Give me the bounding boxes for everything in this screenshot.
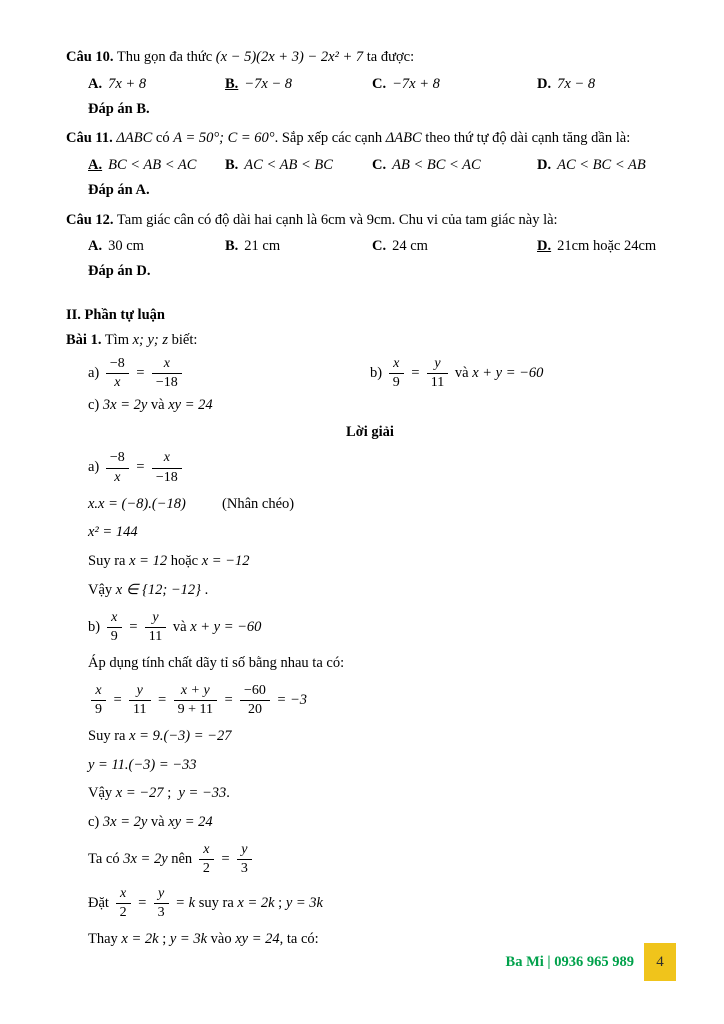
math-text: =	[131, 459, 149, 476]
math-text: x.x = (−8).(−18)	[88, 495, 186, 512]
math-text: =	[131, 364, 149, 381]
question-block-12	[66, 210, 674, 283]
option-d	[537, 155, 674, 177]
math-text: A = 50°; C = 60°	[173, 130, 275, 147]
math-text: 3x = 2y	[102, 396, 148, 413]
math-text: ΔABC	[116, 130, 153, 147]
text: Đặt	[88, 894, 113, 911]
option-label: D.	[537, 157, 552, 173]
text: c)	[88, 396, 103, 413]
option-a	[88, 236, 225, 258]
option-value	[244, 157, 333, 173]
fraction: $\frac{x}{9}$	[107, 610, 122, 645]
math-text: AB < BC < AC	[392, 157, 481, 173]
text: Suy ra	[88, 727, 130, 744]
math-text: x = 2k	[237, 894, 275, 911]
fraction: $\frac{x}{9}$	[91, 683, 106, 718]
math-text: y = 11.(−3) = −33	[88, 756, 197, 773]
solution-line-a4	[66, 551, 674, 573]
solution-line-b1	[66, 609, 674, 646]
text: và	[147, 814, 169, 830]
option-value	[392, 157, 481, 173]
math-text: x ∈ {12; −12}	[115, 581, 201, 598]
math-text: x = 9.(−3) = −27	[129, 727, 232, 744]
text: suy ra	[195, 894, 238, 911]
text: Ta có	[88, 850, 124, 867]
math-text: −7x + 8	[392, 75, 440, 92]
text: 24 cm	[392, 238, 428, 255]
math-text: x² = 144	[88, 524, 138, 541]
exercise-label: Bài 1.	[66, 331, 102, 348]
option-b	[225, 74, 372, 96]
option-label: C.	[372, 75, 387, 92]
solution-line-a5	[66, 580, 674, 602]
math-line	[101, 332, 197, 348]
solution-line-b5	[66, 755, 674, 777]
math-text: =	[219, 691, 238, 708]
item-b	[370, 355, 543, 392]
fraction: $\frac{x}{-18}$	[152, 450, 182, 485]
math-text: x = −27	[115, 785, 164, 802]
page-number-box	[644, 943, 676, 981]
option-label: C.	[372, 157, 387, 173]
fraction: $\frac{x + y}{9 + 11}$	[174, 683, 217, 718]
text: 30 cm	[108, 238, 144, 255]
option-value	[108, 76, 146, 92]
answer-text: Đáp án A.	[88, 181, 150, 198]
math-text: 7x + 8	[108, 75, 147, 92]
option-label: B.	[225, 157, 239, 173]
text: c)	[88, 814, 103, 830]
text: nên	[167, 850, 196, 867]
math-text: y = −33	[178, 785, 227, 802]
option-label: B.	[225, 238, 239, 255]
option-value	[557, 238, 656, 254]
fraction: $\frac{x}{2}$	[116, 886, 131, 921]
option-label: A.	[88, 157, 103, 173]
option-a	[88, 155, 225, 177]
option-value	[557, 157, 646, 173]
option-value	[244, 76, 292, 92]
exercise-heading	[66, 330, 674, 352]
option-c	[372, 155, 537, 177]
math-text: =	[133, 894, 151, 911]
math-line	[114, 49, 415, 65]
fraction: $\frac{-60}{20}$	[240, 683, 270, 718]
math-text: y = 3k	[169, 931, 208, 948]
text: b)	[88, 618, 104, 635]
solution-line-b2	[66, 653, 674, 675]
solution-line-b6	[66, 783, 674, 805]
math-text: y = 3k	[285, 894, 323, 911]
options-row	[66, 236, 674, 258]
math-line	[114, 212, 558, 228]
text: ;	[274, 894, 286, 911]
text: và	[169, 618, 191, 635]
math-text: = k	[171, 894, 196, 911]
fraction: $\frac{y}{11}$	[427, 356, 448, 391]
solution-line-c2	[66, 841, 674, 878]
solution-heading: Lời giải	[346, 424, 394, 441]
text: 21cm hoặc 24cm	[557, 238, 657, 255]
text: ;	[163, 785, 179, 802]
answer-line	[66, 261, 674, 283]
option-label: C.	[372, 238, 387, 255]
math-text: =	[124, 618, 142, 635]
text: Vậy	[88, 785, 116, 802]
text: , ta có:	[279, 931, 319, 948]
solution-line-c3	[66, 885, 674, 922]
math-text: x; y; z	[132, 331, 169, 348]
math-text: x + y = −60	[190, 618, 262, 635]
option-label: A.	[88, 75, 103, 92]
options-row	[66, 74, 674, 96]
text: có	[152, 130, 174, 147]
option-value	[392, 76, 440, 92]
option-label: A.	[88, 238, 103, 255]
text: 21 cm	[244, 238, 281, 255]
text: theo thứ tự độ dài cạnh tăng dần là:	[421, 130, 631, 147]
text: Vậy	[88, 581, 116, 598]
fraction: $\frac{-8}{x}$	[106, 356, 129, 391]
solution-line-b3	[66, 682, 674, 719]
options-row	[66, 155, 674, 177]
text: .	[200, 581, 209, 598]
fraction: $\frac{x}{9}$	[389, 356, 404, 391]
fraction: $\frac{y}{3}$	[237, 842, 252, 877]
text: (Nhân chéo)	[185, 495, 295, 512]
question-block-10	[66, 47, 674, 120]
math-text: x = 2k	[121, 931, 159, 948]
answer-line	[66, 180, 674, 202]
option-value	[557, 76, 595, 92]
text: Tam giác cân có độ dài hai cạnh là 6cm và 9cm. Chu vi của tam giác này là:	[113, 211, 558, 228]
math-text: −7x − 8	[244, 75, 293, 92]
option-c	[372, 74, 537, 96]
fraction: $\frac{x}{2}$	[199, 842, 214, 877]
solution-line-b4	[66, 726, 674, 748]
option-d	[537, 74, 674, 96]
question-label: Câu 10.	[66, 49, 114, 65]
text: Tìm	[101, 331, 133, 348]
math-text: =	[153, 691, 171, 708]
math-text: AC < BC < AB	[557, 157, 646, 173]
question-stem	[66, 128, 674, 150]
option-label: D.	[537, 75, 552, 92]
fraction: $\frac{y}{11}$	[129, 683, 150, 718]
item-c	[66, 395, 674, 417]
math-text: =	[406, 364, 424, 381]
math-text: 3x = 2y	[102, 814, 148, 830]
option-value	[108, 238, 144, 254]
answer-line	[66, 99, 674, 121]
option-b	[225, 155, 372, 177]
option-value	[244, 238, 280, 254]
text: Thay	[88, 931, 122, 948]
math-text: (x − 5)(2x + 3) − 2x² + 7	[215, 49, 364, 65]
exercise-items-row	[66, 355, 674, 392]
text: Áp dụng tính chất dãy tỉ số bằng nhau ta có:	[88, 654, 345, 671]
math-text: 3x = 2y	[123, 850, 168, 867]
math-text: =	[109, 691, 127, 708]
text: hoặc	[167, 553, 202, 570]
fraction: $\frac{y}{3}$	[154, 886, 169, 921]
math-text: x + y = −60	[472, 364, 544, 381]
math-text: AC < AB < BC	[244, 157, 333, 173]
option-label: B.	[225, 75, 239, 92]
question-label: Câu 12.	[66, 211, 114, 228]
solution-line-a1	[66, 449, 674, 486]
math-text: xy = 24	[168, 814, 213, 830]
text: ta được:	[363, 49, 415, 65]
math-text: 7x − 8	[557, 75, 596, 92]
option-b	[225, 236, 372, 258]
text: a)	[88, 459, 103, 476]
option-c	[372, 236, 537, 258]
math-text: xy = 24	[235, 931, 280, 948]
math-text: =	[216, 850, 234, 867]
text: Suy ra	[88, 553, 130, 570]
answer-text: Đáp án B.	[88, 100, 150, 117]
brand-text: Ba Mi | 0936 965 989	[505, 953, 634, 970]
math-text: x = 12	[129, 553, 168, 570]
math-text: BC < AB < AC	[108, 157, 197, 173]
math-text: xy = 24	[168, 396, 213, 413]
math-line	[113, 130, 630, 146]
solution-line-c1	[66, 812, 674, 834]
math-text: = −3	[272, 691, 307, 708]
question-label: Câu 11.	[66, 130, 113, 147]
section-heading: II. Phần tự luận	[66, 306, 165, 323]
text: vào	[207, 931, 236, 948]
text: biết:	[168, 331, 198, 348]
answer-text: Đáp án D.	[88, 263, 151, 279]
text: và	[451, 364, 473, 381]
option-value	[108, 157, 196, 173]
question-stem	[66, 47, 674, 69]
option-a	[88, 74, 225, 96]
text: a)	[88, 364, 103, 381]
text: b)	[370, 364, 386, 381]
text: Thu gọn đa thức	[113, 49, 216, 65]
solution-line-a2	[66, 494, 674, 516]
option-label: D.	[537, 238, 552, 255]
text: . Sắp xếp các cạnh	[274, 130, 386, 147]
question-block-11	[66, 128, 674, 201]
item-a	[88, 355, 370, 392]
text: và	[147, 396, 169, 413]
option-d	[537, 236, 674, 258]
page-number: 4	[656, 953, 664, 970]
text: .	[226, 785, 230, 802]
math-text: ΔABC	[385, 130, 422, 147]
text: ;	[158, 931, 170, 948]
fraction: $\frac{y}{11}$	[145, 610, 166, 645]
solution-line-a3	[66, 522, 674, 544]
option-value	[392, 238, 428, 254]
page-footer	[506, 943, 676, 981]
fraction: $\frac{x}{-18}$	[152, 356, 182, 391]
math-text: x = −12	[201, 553, 250, 570]
fraction: $\frac{-8}{x}$	[106, 450, 129, 485]
question-stem	[66, 210, 674, 232]
